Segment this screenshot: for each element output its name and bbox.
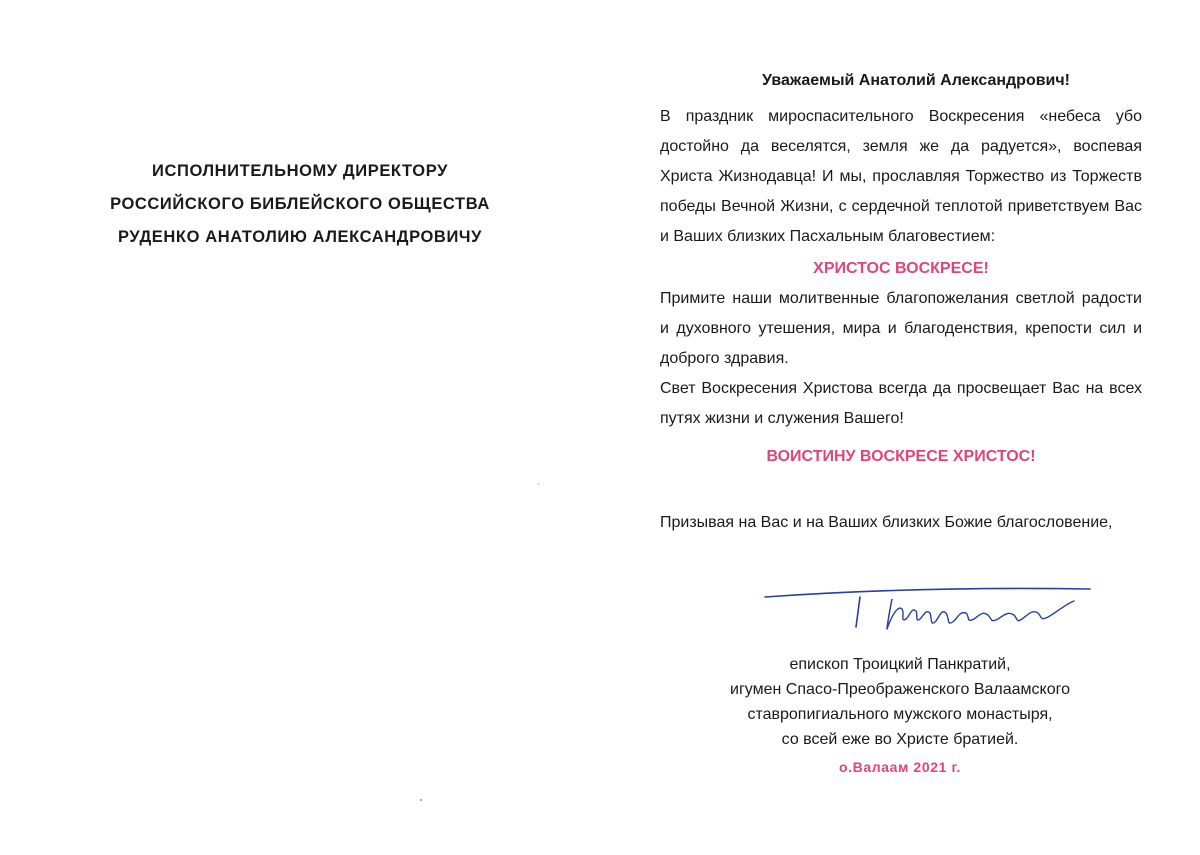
closing-line: Призывая на Вас и на Ваших близких Божие благословение,	[660, 514, 1113, 531]
scan-speck	[538, 483, 539, 484]
signatory-title-2: ставропигиального мужского монастыря,	[747, 706, 1053, 723]
place-date: о.Валаам 2021 г.	[838, 759, 961, 775]
letter-body	[660, 72, 1142, 532]
scan-speck	[420, 799, 422, 801]
addressee-name: РУДЕНКО АНАТОЛИЮ АЛЕКСАНДРОВИЧУ	[118, 228, 482, 246]
signatory-block	[640, 652, 1160, 780]
heading-christ-is-risen: ХРИСТОС ВОСКРЕСЕ!	[813, 260, 989, 277]
paragraph-intro: В праздник мироспасительного Воскресения «небеса убо достойно да веселятся, земля же да радуется», воспевая Христа Жизнодавца! И мы, прославляя Торжество из Торжеств победы Вечной Жизни, с сердечной теплотой приветствуем Вас и Ваших близких Пасхальным благовестием:	[660, 108, 1142, 245]
signature-drawing	[760, 575, 1100, 635]
addressee-block	[60, 160, 540, 259]
greeting: Уважаемый Анатолий Александрович!	[761, 72, 1071, 89]
heading-truly-risen: ВОИСТИНУ ВОСКРЕСЕ ХРИСТОС!	[766, 448, 1036, 465]
signatory-title-3: со всей еже во Христе братией.	[781, 731, 1019, 748]
handwritten-signature	[760, 575, 1100, 635]
addressee-position: ИСПОЛНИТЕЛЬНОМУ ДИРЕКТОРУ	[152, 162, 448, 180]
signatory-title-1: игумен Спасо-Преображенского Валаамского	[730, 681, 1070, 698]
paragraph-wishes: Примите наши молитвенные благопожелания светлой радости и духовного утешения, мира и благоденствия, крепости сил и доброго здравия.	[660, 290, 1142, 367]
addressee-organization: РОССИЙСКОГО БИБЛЕЙСКОГО ОБЩЕСТВА	[110, 195, 490, 213]
paragraph-light: Свет Воскресения Христова всегда да просвещает Вас на всех путях жизни и служения Вашего!	[660, 380, 1142, 427]
signatory-name: епископ Троицкий Панкратий,	[789, 656, 1011, 673]
